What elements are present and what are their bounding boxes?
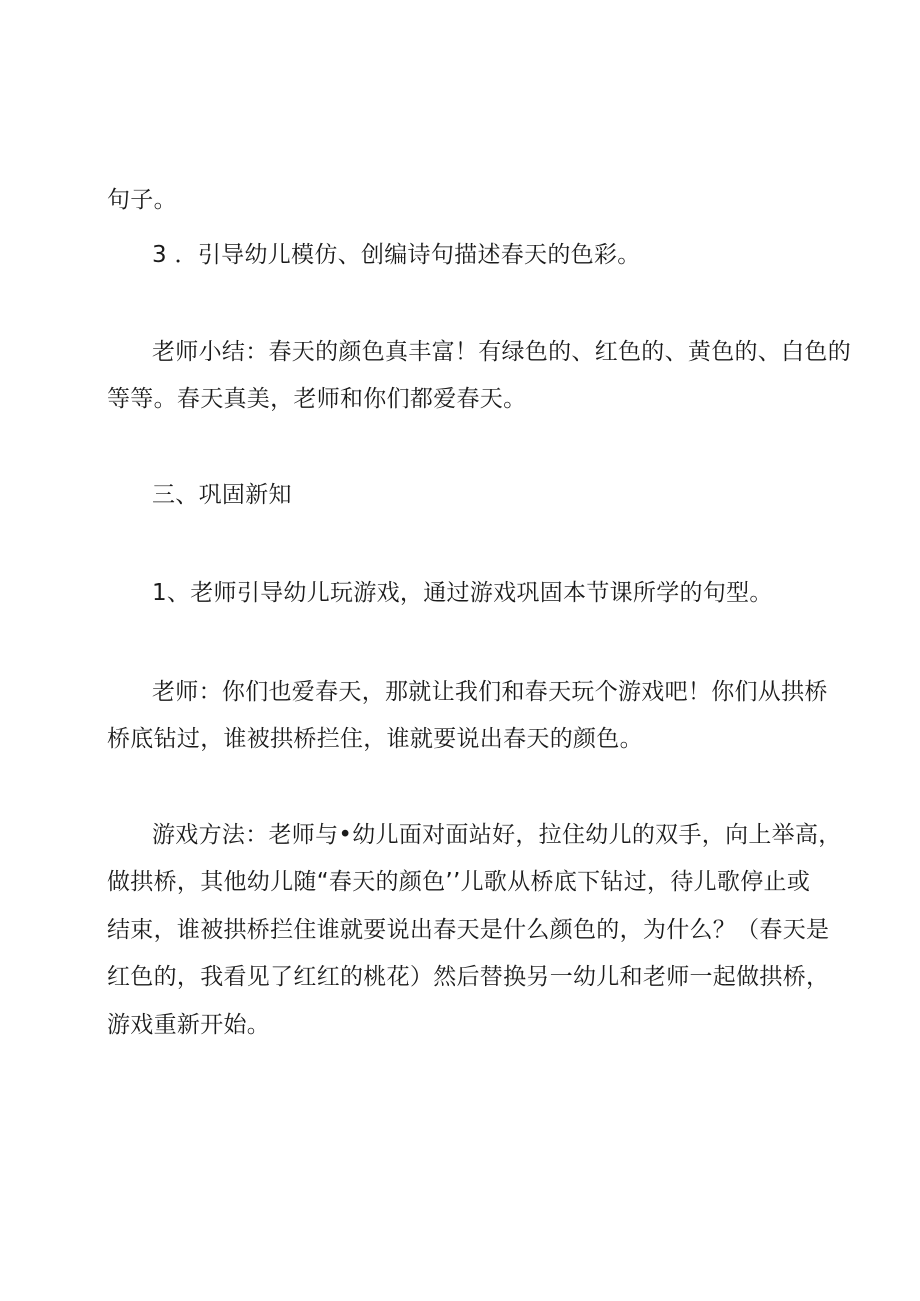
list-item-3: 3 ．引导幼儿模仿、创编诗句描述春天的色彩。 <box>152 242 641 268</box>
game-method-line-4: 红色的，我看见了红红的桃花）然后替换另一幼儿和老师一起做拱桥， <box>107 964 830 990</box>
game-method-line-3: 结束，谁被拱桥拦住谁就要说出春天是什么颜色的，为什么？（春天是 <box>107 917 830 943</box>
summary-line-2: 等等。春天真美，老师和你们都爱春天。 <box>107 386 527 412</box>
text-line-continuation: 句子。 <box>107 187 177 213</box>
summary-line-1: 老师小结：春天的颜色真丰富！有绿色的、红色的、黄色的、白色的 <box>152 339 851 365</box>
teacher-dialogue-line-1: 老师：你们也爱春天，那就让我们和春天玩个游戏吧！你们从拱桥 <box>152 679 828 705</box>
teacher-dialogue-line-2: 桥底钻过，谁被拱桥拦住，谁就要说出春天的颜色。 <box>107 726 643 752</box>
game-method-line-2: 做拱桥，其他幼儿随“春天的颜色’’儿歌从桥底下钻过，待儿歌停止或 <box>107 869 811 895</box>
game-method-line-1: 游戏方法：老师与•幼儿面对面站好，拉住幼儿的双手，向上举高， <box>152 822 842 848</box>
game-method-line-5: 游戏重新开始。 <box>107 1012 271 1038</box>
section-heading: 三、巩固新知 <box>152 482 292 508</box>
list-item-1: 1、老师引导幼儿玩游戏，通过游戏巩固本节课所学的句型。 <box>152 580 773 606</box>
